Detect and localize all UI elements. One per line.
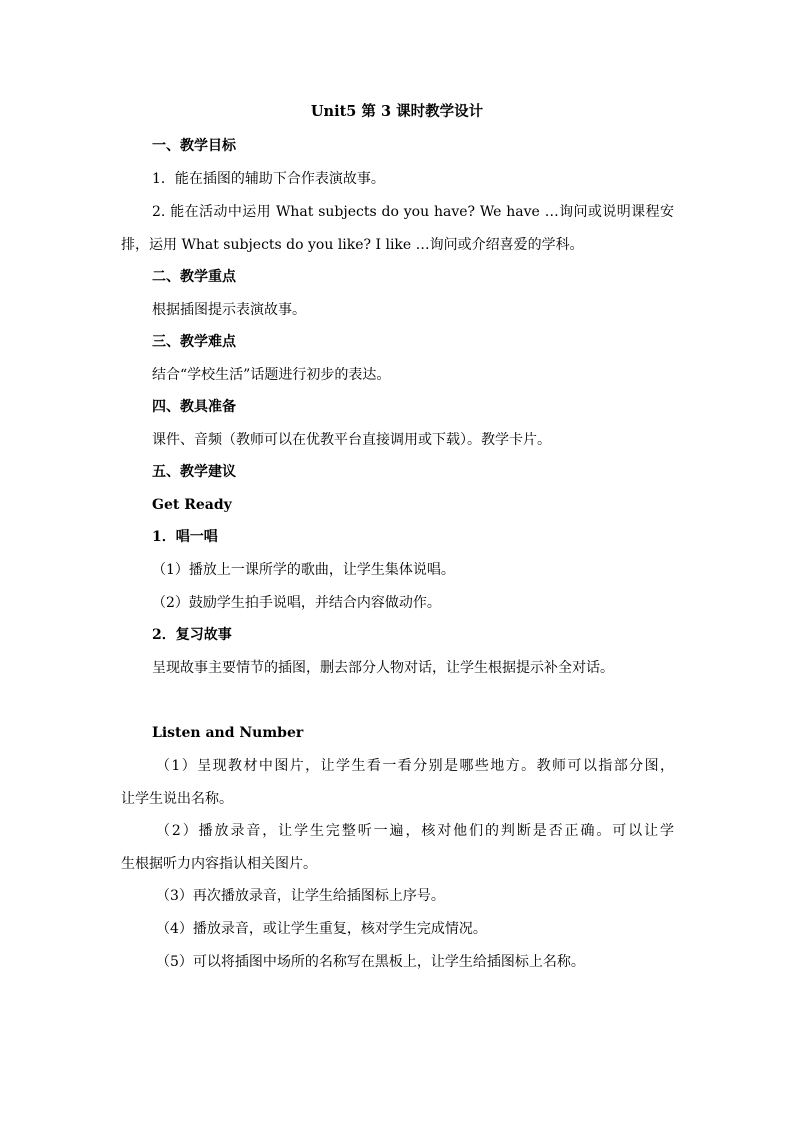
sing-item-2: （2）鼓励学生拍手说唱，并结合内容做动作。 <box>152 595 441 611</box>
goal-item-2-line-1: 2. 能在活动中运用 What subjects do you have? We have …询问或说明课程安 <box>152 204 674 220</box>
listen-item-5: （5）可以将插图中场所的名称写在黑板上，让学生给插图标上名称。 <box>156 954 585 970</box>
listen-item-3: （3）再次播放录音，让学生给插图标上序号。 <box>156 888 445 904</box>
subheading-listen-and-number: Listen and Number <box>152 725 304 741</box>
heading-suggestions: 五、教学建议 <box>152 464 236 480</box>
subheading-sing: 1．唱一唱 <box>152 529 218 545</box>
subheading-review-story: 2．复习故事 <box>152 627 232 643</box>
difficulties-text: 结合“学校生活”话题进行初步的表达。 <box>152 367 391 383</box>
goal-item-2-line-2: 排，运用 What subjects do you like? I like …询问或介绍喜爱的学科。 <box>121 237 584 253</box>
heading-key-points: 二、教学重点 <box>152 269 236 285</box>
listen-item-1-line-1: （1）呈现教材中图片，让学生看一看分别是哪些地方。教师可以指部分图， <box>156 758 674 774</box>
sing-item-1: （1）播放上一课所学的歌曲，让学生集体说唱。 <box>152 562 455 578</box>
heading-difficulties: 三、教学难点 <box>152 334 236 350</box>
heading-teaching-goals: 一、教学目标 <box>152 138 236 154</box>
heading-materials: 四、教具准备 <box>152 399 236 415</box>
subheading-get-ready: Get Ready <box>152 497 232 513</box>
listen-item-1-line-2: 让学生说出名称。 <box>121 791 233 807</box>
listen-item-2-line-1: （2）播放录音，让学生完整听一遍，核对他们的判断是否正确。可以让学 <box>156 823 674 839</box>
materials-text: 课件、音频（教师可以在优教平台直接调用或下载）。教学卡片。 <box>152 432 551 448</box>
goal-item-1: 1．能在插图的辅助下合作表演故事。 <box>152 171 385 187</box>
listen-item-4: （4）播放录音，或让学生重复，核对学生完成情况。 <box>156 921 487 937</box>
key-points-text: 根据插图提示表演故事。 <box>152 302 306 318</box>
listen-item-2-line-2: 生根据听力内容指认相关图片。 <box>121 856 317 872</box>
review-story-text: 呈现故事主要情节的插图，删去部分人物对话，让学生根据提示补全对话。 <box>152 660 614 676</box>
document-title: Unit5 第 3 课时教学设计 <box>310 103 484 120</box>
